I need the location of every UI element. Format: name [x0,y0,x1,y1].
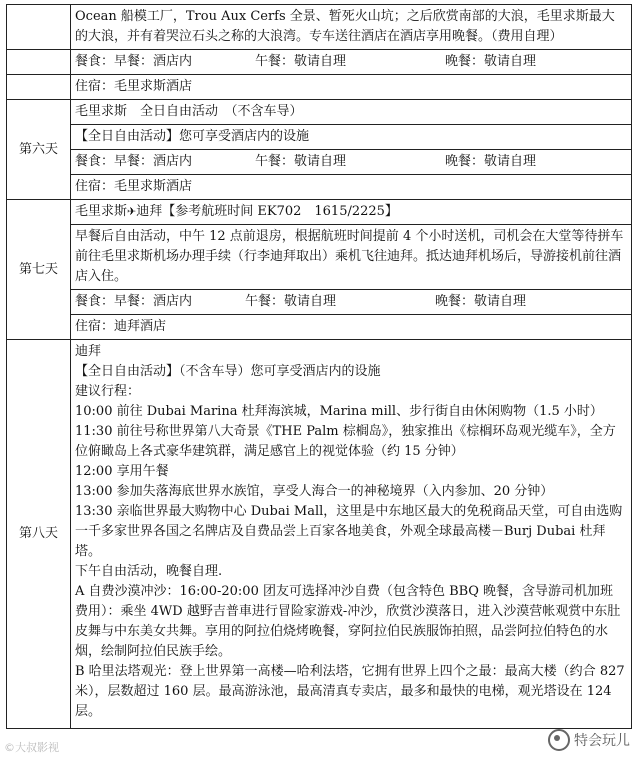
lodging-text: 住宿：毛里求斯酒店 [71,75,632,100]
day5-lodging-row [7,75,632,100]
lodging-text: 住宿：迪拜酒店 [71,315,632,340]
wechat-icon [548,729,570,751]
day5-meals-row [7,50,632,75]
day-title: 毛里求斯 全日自由活动 （不含车导） [71,100,632,125]
day-label: 第七天 [7,200,71,340]
day-label: 第八天 [7,340,71,729]
meal-line: 餐食：早餐：酒店内 午餐：敬请自理 晚餐：敬请自理 [75,294,527,309]
day5-intro: Ocean 船模工厂，Trou Aux Cerfs 全景、暂死火山坑；之后欣赏南部的大浪，毛里求斯最大的大浪，并有着哭泣石头之称的大浪湾。专车送往酒店在酒店享用晚餐。（费用自理） [71,5,632,50]
meal-line: 餐食：早餐：酒店内 午餐：敬请自理 晚餐：敬请自理 [75,154,537,169]
day7-title-row [7,200,632,225]
day6-title-row [7,100,632,125]
day-label: 第六天 [7,100,71,200]
day8-row [7,340,632,729]
airplane-icon: ✈ [127,205,137,218]
day-desc: 早餐后自由活动，中午 12 点前退房，根据航班时间提前 4 个小时送机，司机会在大堂等待拼车前往毛里求斯机场办理手续（行李迪拜取出）乘机飞往迪拜。抵达迪拜机场后，导游接机前往酒店入住。 [71,225,632,290]
day-desc: 【全日自由活动】您可享受酒店内的设施 [71,125,632,150]
itinerary-table [6,4,632,729]
day-title: 迪拜 [75,344,102,359]
lodging-text: 住宿：毛里求斯酒店 [71,175,632,200]
day-cell-empty [7,5,71,50]
day8-content: 迪拜 【全日自由活动】（不含车导）您可享受酒店内的设施 建议行程： 10:00 前往 Dubai Marina 杜拜海滨城，Marina mill、步行街自由休闲购物（1.5 小时） 11:30 前往号称世界第八大奇景《THE Palm 棕榈岛》，独家推出《棕榈环岛观光缆车》，全方位俯瞰岛上各式豪华建筑群，满足感官上的视觉体验（约 15 分钟） 12:00 享用午餐 13:00 参加失落海底世界水族馆，享受人海合一的神秘境界（入内参加、20 分钟） 13:30 亲临世界最大购物中心 Dubai Mall，这里是中东地区最大的免税商品天堂，可自由选购一千多家世界各国之名牌店及自费品尝上百家各地美食，外观全球最高楼－Burj Dubai 杜拜塔。 下午自由活动，晚餐自理. A 自费沙漠冲沙：16:00-20:00 团友可选择冲沙自费（包含特色 BBQ 晚餐，含导游司机加班费用）：乘坐 4WD 越野吉普車进行冒险家游戏-冲沙，欣赏沙漠落日，进入沙漠营帐观赏中东肚皮舞与中东美女共舞。享用的阿拉伯烧烤晚餐，穿阿拉伯民族服饰拍照，品尝阿拉伯特色的水烟，绘制阿拉伯民族手绘。 B 哈里法塔观光：登上世界第一高楼—哈利法塔，它拥有世界上四个之最：最高大楼（约合 827 米），层数超过 160 层。最高游泳池，最高清真专卖店，最多和最快的电梯，观光塔设在 124 层。 [71,340,632,729]
watermark-left: ©大叔影视 [4,741,59,754]
meal-line: 餐食：早餐：酒店内 午餐：敬请自理 晚餐：敬请自理 [75,54,537,69]
watermark-right: 特会玩儿 [548,729,630,751]
day-title: 毛里求斯✈迪拜【参考航班时间 EK702 1615/2225】 [71,200,632,225]
day5-intro-row [7,5,632,50]
